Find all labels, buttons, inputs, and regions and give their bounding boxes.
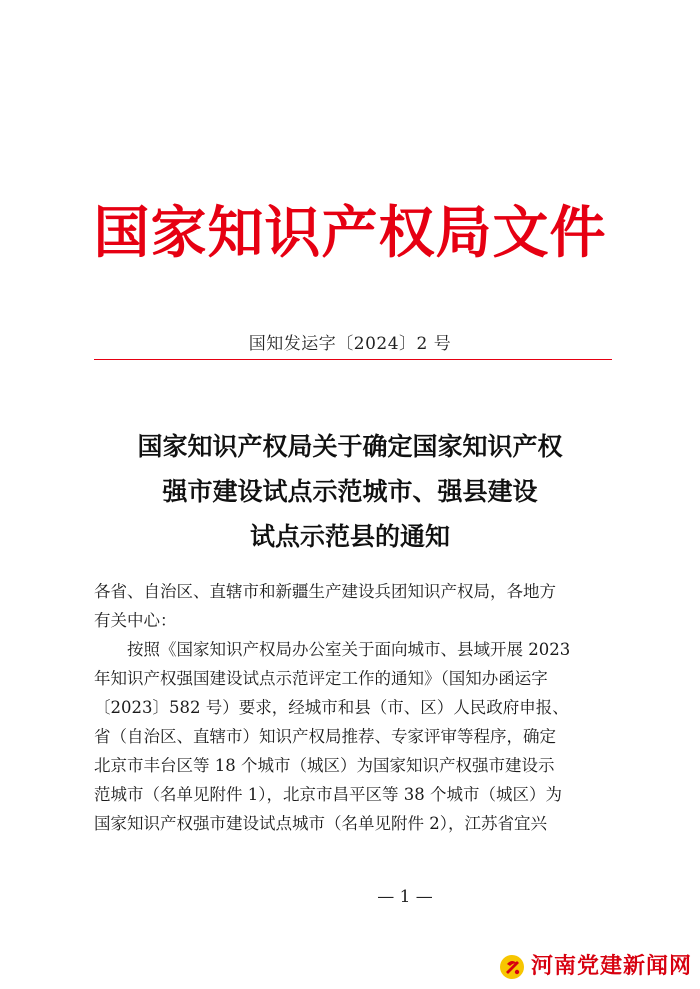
- document-header: 国家知识产权局文件: [93, 200, 607, 266]
- title-line: 国家知识产权局关于确定国家知识产权: [137, 432, 563, 461]
- body-line: 年知识产权强国建设试点示范评定工作的通知》（国知办函运字: [94, 669, 548, 688]
- document-title: [0, 424, 700, 559]
- watermark-text: 河南党建新闻网: [530, 954, 692, 979]
- body-line: 有关中心：: [94, 611, 177, 630]
- body-line: 各省、自治区、直辖市和新疆生产建设兵团知识产权局，各地方: [94, 582, 556, 601]
- body-line: 按照《国家知识产权局办公室关于面向城市、县域开展 2023: [94, 640, 571, 659]
- site-watermark: [499, 952, 692, 982]
- document-number: 国知发运字〔2024〕2 号: [248, 334, 452, 354]
- page-number: [0, 885, 700, 909]
- body-line: 范城市（名单见附件 1），北京市昌平区等 38 个城市（城区）为: [94, 785, 562, 804]
- title-line: 强市建设试点示范城市、强县建设: [162, 477, 538, 506]
- page-number-text: — 1 —: [377, 887, 433, 907]
- document-body: [94, 577, 614, 838]
- red-divider-rule: [94, 359, 612, 360]
- body-line: 省（自治区、直辖市）知识产权局推荐、专家评审等程序，确定: [94, 727, 556, 746]
- body-line: 北京市丰台区等 18 个城市（城区）为国家知识产权强市建设示: [94, 756, 555, 775]
- party-emblem-icon: [499, 954, 525, 980]
- body-line: 〔2023〕582 号）要求，经城市和县（市、区）人民政府申报、: [94, 698, 569, 717]
- body-line: 国家知识产权强市建设试点城市（名单见附件 2），江苏省宜兴: [94, 814, 547, 833]
- title-line: 试点示范县的通知: [249, 522, 450, 551]
